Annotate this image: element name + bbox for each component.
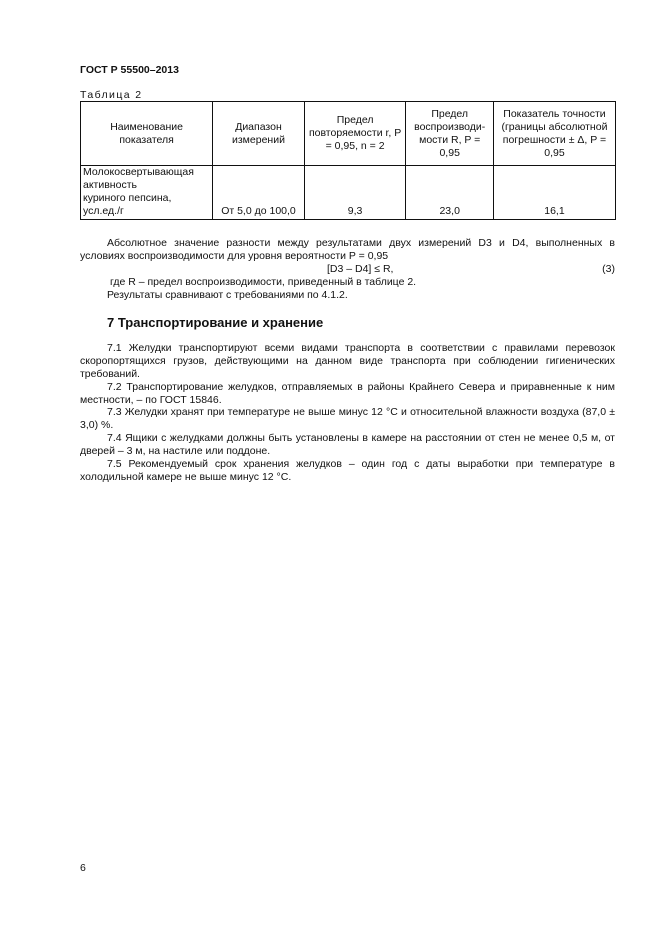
col-header-accuracy: Показатель точности (границы абсолютной погрешности ± Δ, P = 0,95 bbox=[493, 102, 615, 166]
paragraph-7-2: 7.2 Транспортирование желудков, отправляемых в районы Крайнего Севера и приравненные к ним местности, – по ГОСТ 15846. bbox=[80, 381, 615, 406]
section-7-title: 7 Транспортирование и хранение bbox=[107, 315, 324, 330]
col-header-repeatability: Предел повторяемости r, P = 0,95, n = 2 bbox=[304, 102, 406, 166]
precision-table bbox=[80, 101, 616, 220]
table-caption: Таблица 2 bbox=[80, 89, 143, 101]
cell-range: От 5,0 до 100,0 bbox=[213, 166, 305, 220]
standard-number: ГОСТ Р 55500–2013 bbox=[80, 64, 179, 76]
col-header-reproducibility: Предел воспроизводи-мости R, P = 0,95 bbox=[406, 102, 493, 166]
page-number: 6 bbox=[80, 862, 86, 874]
col-header-indicator: Наименование показателя bbox=[81, 102, 213, 166]
formula-number: (3) bbox=[602, 263, 615, 275]
formula-expression: [D3 – D4] ≤ R, bbox=[327, 263, 394, 275]
cell-reproducibility: 23,0 bbox=[406, 166, 493, 220]
paragraph-7-5: 7.5 Рекомендуемый срок хранения желудков – один год с даты выработки при температуре в холодильной камере не выше минус 12 °С. bbox=[80, 458, 615, 483]
table-header-row bbox=[81, 102, 616, 166]
formula-line bbox=[80, 263, 615, 276]
paragraph-7-4: 7.4 Ящики с желудками должны быть установлены в камере на расстоянии от стен не менее 0,5 м, от дверей – 3 м, на настиле или поддоне. bbox=[80, 432, 615, 457]
results-line: Результаты сравнивают с требованиями по 4.1.2. bbox=[107, 289, 348, 301]
col-header-range: Диапазон измерений bbox=[213, 102, 305, 166]
where-line: где R – предел воспроизводимости, приведенный в таблице 2. bbox=[110, 276, 417, 288]
cell-repeatability: 9,3 bbox=[304, 166, 406, 220]
cell-indicator-name: Молокосвертывающая активность куриного пепсина, усл.ед./г bbox=[81, 166, 213, 220]
table-row bbox=[81, 166, 616, 220]
paragraph-7-3: 7.3 Желудки хранят при температуре не выше минус 12 °С и относительной влажности воздуха (87,0 ± 3,0) %. bbox=[80, 406, 615, 431]
abs-diff-paragraph: Абсолютное значение разности между результатами двух измерений D3 и D4, выполненных в условиях воспроизводимости для уровня вероятности P = 0,95 bbox=[80, 237, 615, 262]
cell-accuracy: 16,1 bbox=[493, 166, 615, 220]
paragraph-7-1: 7.1 Желудки транспортируют всеми видами транспорта в соответствии с правилами перевозок скоропортящихся грузов, действующими на данном виде транспорта при соблюдении гигиенических требований. bbox=[80, 342, 615, 380]
